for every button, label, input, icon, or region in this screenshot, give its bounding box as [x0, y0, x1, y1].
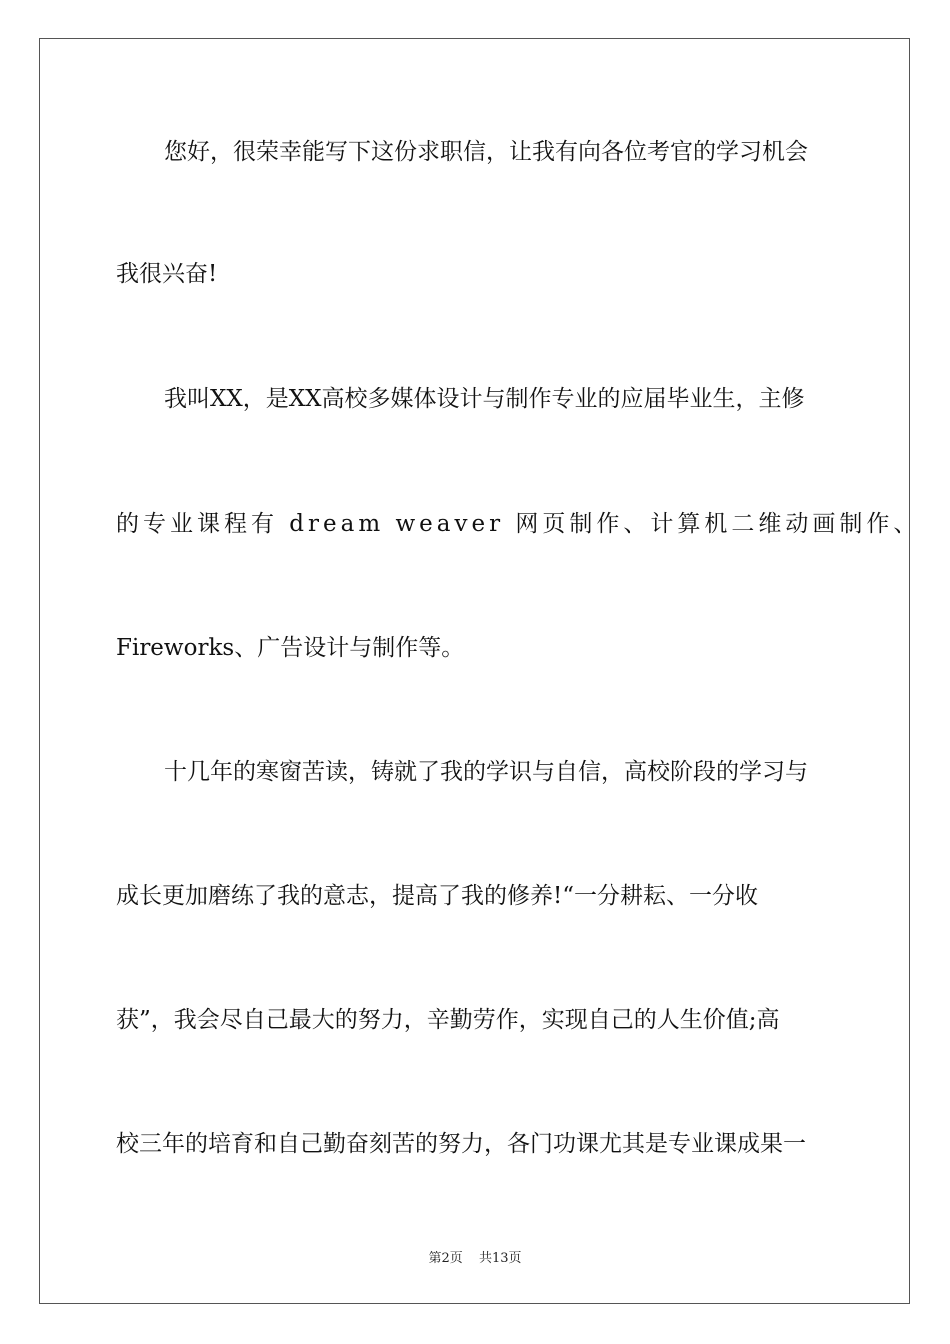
- page-footer: [0, 1247, 950, 1266]
- text-line: 的专业课程有 dream weaver 网页制作、计算机二维动画制作、: [116, 511, 921, 537]
- text-line: 您好，很荣幸能写下这份求职信，让我有向各位考官的学习机会: [164, 139, 808, 165]
- page-total: 共13页: [478, 1251, 522, 1266]
- page-number: 第2页: [428, 1251, 463, 1266]
- text-line: 十几年的寒窗苦读，铸就了我的学识与自信，高校阶段的学习与: [164, 759, 808, 785]
- text-line: 我很兴奋!: [116, 261, 218, 287]
- text-line: 成长更加磨练了我的意志，提高了我的修养!“一分耕耘、一分收: [116, 883, 759, 909]
- text-line: 获”，我会尽自己最大的努力，辛勤劳作，实现自己的人生价值;高: [116, 1007, 780, 1033]
- page-border: [39, 38, 921, 1304]
- text-line: 校三年的培育和自己勤奋刻苦的努力，各门功课尤其是专业课成果一: [116, 1131, 806, 1157]
- text-line: 我叫XX，是XX高校多媒体设计与制作专业的应届毕业生，主修: [164, 386, 805, 412]
- text-line: Fireworks、广告设计与制作等。: [116, 635, 465, 661]
